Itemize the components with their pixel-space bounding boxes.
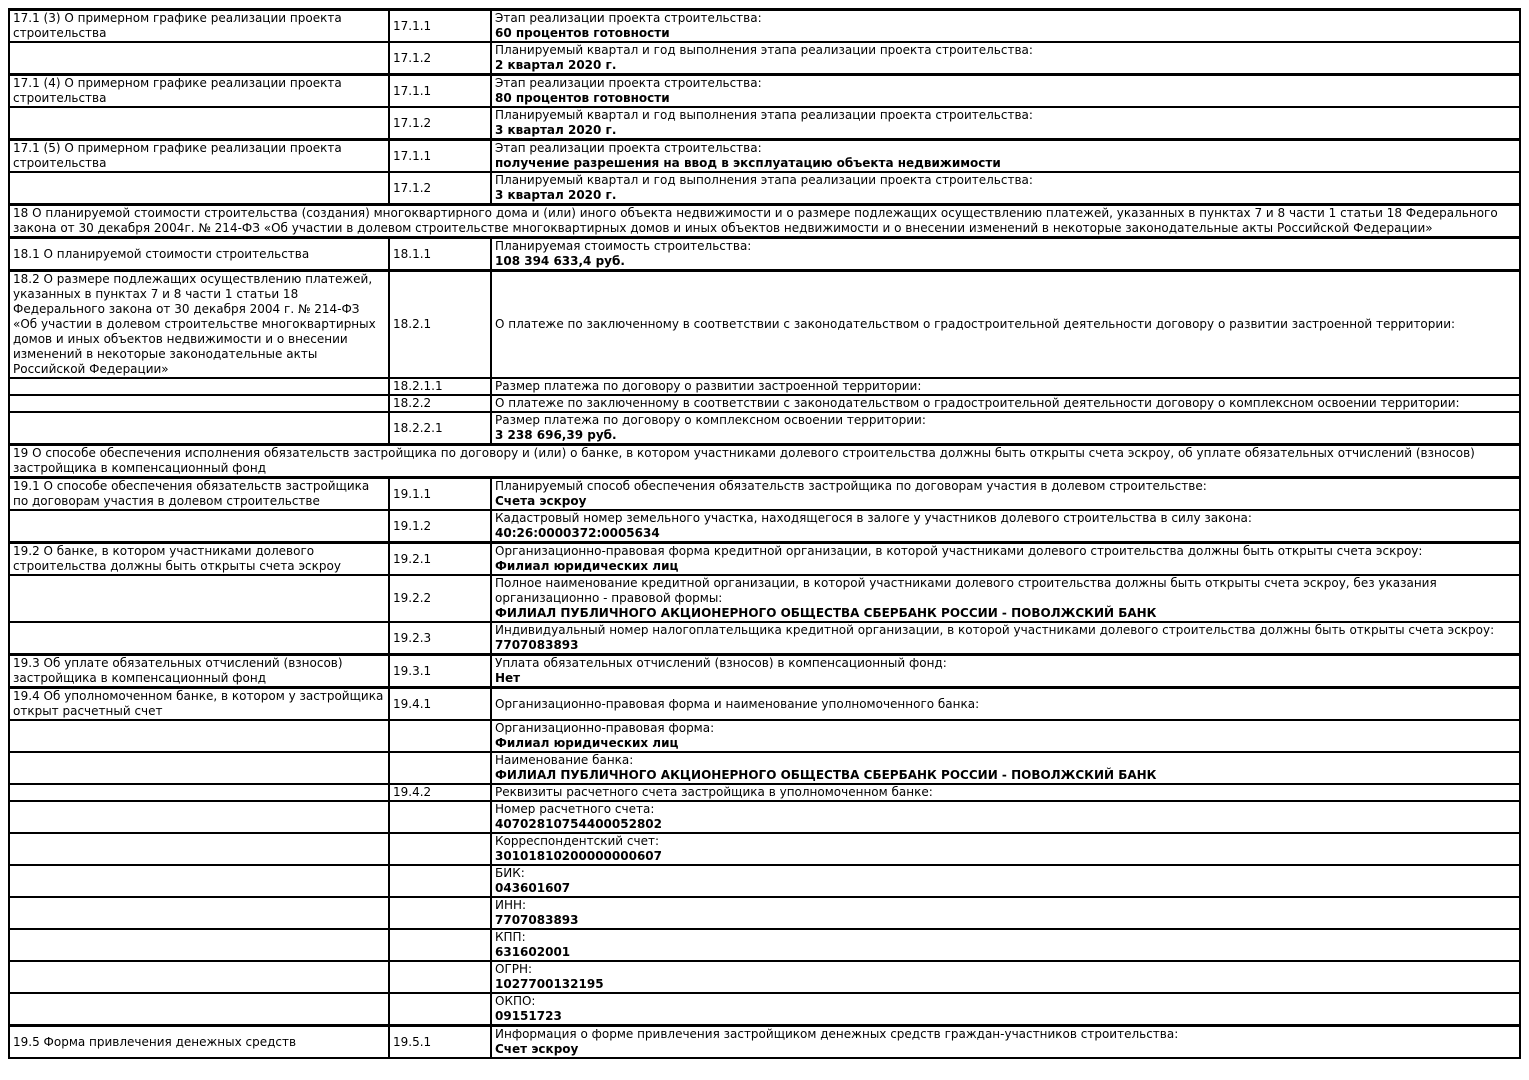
row-content <box>491 688 1520 721</box>
field-value: 3 квартал 2020 г. <box>495 188 617 202</box>
field-value: 09151723 <box>495 1009 562 1023</box>
table-row <box>9 784 1520 801</box>
row-description: 17.1 (5) О примерном графике реализации проекта строительства <box>9 140 389 173</box>
field-label: Этап реализации проекта строительства: <box>495 141 762 155</box>
table-row <box>9 543 1520 576</box>
row-item-number: 19.2.1 <box>389 543 491 576</box>
row-description <box>9 42 389 75</box>
field-label: Планируемый квартал и год выполнения этапа реализации проекта строительства: <box>495 43 1033 57</box>
table-row <box>9 478 1520 511</box>
field-value: 7707083893 <box>495 638 579 652</box>
row-content <box>491 238 1520 271</box>
table-row <box>9 655 1520 688</box>
row-content <box>491 655 1520 688</box>
table-row <box>9 1026 1520 1059</box>
table-row <box>9 271 1520 379</box>
row-content <box>491 993 1520 1026</box>
row-item-number <box>389 865 491 897</box>
row-description <box>9 833 389 865</box>
field-label: Планируемая стоимость строительства: <box>495 239 752 253</box>
field-label: БИК: <box>495 866 525 880</box>
row-content <box>491 172 1520 205</box>
field-label: Корреспондентский счет: <box>495 834 659 848</box>
row-item-number: 19.5.1 <box>389 1026 491 1059</box>
field-label: Организационно-правовая форма кредитной организации, в которой участниками долевого строительства должны быть открыты счета эскроу: <box>495 544 1423 558</box>
row-content <box>491 865 1520 897</box>
field-value: 3 238 696,39 руб. <box>495 428 617 442</box>
row-item-number <box>389 993 491 1026</box>
declaration-table-body <box>9 10 1520 1059</box>
table-row <box>9 961 1520 993</box>
table-row <box>9 752 1520 784</box>
row-item-number: 17.1.2 <box>389 42 491 75</box>
table-row <box>9 378 1520 395</box>
row-content <box>491 784 1520 801</box>
field-value: Нет <box>495 671 521 685</box>
table-row <box>9 575 1520 622</box>
field-value: 108 394 633,4 руб. <box>495 254 625 268</box>
row-content <box>491 961 1520 993</box>
field-label: Полное наименование кредитной организации, в которой участниками долевого строительства должны быть открыты счета эскроу, без указания организационно - правовой формы: <box>495 576 1437 605</box>
row-description <box>9 784 389 801</box>
row-content <box>491 801 1520 833</box>
section-header-row <box>9 445 1520 478</box>
field-label: Этап реализации проекта строительства: <box>495 76 762 90</box>
row-item-number: 19.4.1 <box>389 688 491 721</box>
table-row <box>9 412 1520 445</box>
field-label: Планируемый способ обеспечения обязательств застройщика по договорам участия в долевом строительстве: <box>495 479 1207 493</box>
field-label: Информация о форме привлечения застройщиком денежных средств граждан-участников строительства: <box>495 1027 1179 1041</box>
row-description: 17.1 (4) О примерном графике реализации проекта строительства <box>9 75 389 108</box>
field-label: Планируемый квартал и год выполнения этапа реализации проекта строительства: <box>495 173 1033 187</box>
row-content <box>491 543 1520 576</box>
field-value: 60 процентов готовности <box>495 26 670 40</box>
field-label: Наименование банка: <box>495 753 634 767</box>
row-item-number: 18.2.2 <box>389 395 491 412</box>
row-description: 19.1 О способе обеспечения обязательств застройщика по договорам участия в долевом строительстве <box>9 478 389 511</box>
table-row <box>9 688 1520 721</box>
field-label: Номер расчетного счета: <box>495 802 655 816</box>
field-label: Индивидуальный номер налогоплательщика кредитной организации, в которой участниками долевого строительства должны быть открыты счета эскроу: <box>495 623 1495 637</box>
row-content <box>491 378 1520 395</box>
table-row <box>9 720 1520 752</box>
row-item-number: 19.1.1 <box>389 478 491 511</box>
field-label: ОКПО: <box>495 994 536 1008</box>
row-item-number: 18.2.1 <box>389 271 491 379</box>
field-value: 30101810200000000607 <box>495 849 662 863</box>
row-content <box>491 510 1520 543</box>
row-description <box>9 107 389 140</box>
row-item-number <box>389 752 491 784</box>
table-row <box>9 140 1520 173</box>
table-row <box>9 75 1520 108</box>
row-item-number <box>389 833 491 865</box>
field-value: 3 квартал 2020 г. <box>495 123 617 137</box>
row-description: 18.1 О планируемой стоимости строительства <box>9 238 389 271</box>
row-content <box>491 107 1520 140</box>
field-label: Кадастровый номер земельного участка, находящегося в залоге у участников долевого строительства в силу закона: <box>495 511 1252 525</box>
field-value: Филиал юридических лиц <box>495 559 679 573</box>
section-header: 18 О планируемой стоимости строительства (создания) многоквартирного дома и (или) иного объекта недвижимости и о размере подлежащих осуществлению платежей, указанных в пунктах 7 и 8 части 1 статьи 18 Федерального закона от 30 декабря 2004г. № 214-ФЗ «Об участии в долевом строительстве многоквартирных домов и иных объектов недвижимости и о внесении изменений в некоторые законодательные акты Российской Федерации» <box>9 205 1520 238</box>
row-item-number: 17.1.1 <box>389 140 491 173</box>
field-label: ОГРН: <box>495 962 533 976</box>
row-content <box>491 833 1520 865</box>
row-item-number: 19.3.1 <box>389 655 491 688</box>
field-label: КПП: <box>495 930 526 944</box>
row-content <box>491 897 1520 929</box>
field-value: Филиал юридических лиц <box>495 736 679 750</box>
section-header-row <box>9 205 1520 238</box>
section-header: 19 О способе обеспечения исполнения обязательств застройщика по договору и (или) о банке, в котором участниками долевого строительства должны быть открыты счета эскроу, об уплате обязательных отчислений (взносов) застройщика в компенсационный фонд <box>9 445 1520 478</box>
row-description <box>9 897 389 929</box>
table-row <box>9 865 1520 897</box>
row-description: 19.2 О банке, в котором участниками долевого строительства должны быть открыты счета эскроу <box>9 543 389 576</box>
row-description <box>9 172 389 205</box>
row-content <box>491 929 1520 961</box>
field-label: Размер платежа по договору о комплексном освоении территории: <box>495 413 926 427</box>
row-description <box>9 412 389 445</box>
row-content <box>491 75 1520 108</box>
row-content <box>491 720 1520 752</box>
row-description <box>9 622 389 655</box>
row-item-number <box>389 801 491 833</box>
field-label: О платеже по заключенному в соответствии с законодательством о градостроительной деятельности договору о развитии застроенной территории: <box>495 317 1456 331</box>
field-value: 40:26:0000372:0005634 <box>495 526 660 540</box>
field-label: Организационно-правовая форма: <box>495 721 715 735</box>
row-content <box>491 1026 1520 1059</box>
table-row <box>9 395 1520 412</box>
row-item-number: 18.2.2.1 <box>389 412 491 445</box>
row-content <box>491 622 1520 655</box>
row-description <box>9 929 389 961</box>
table-row <box>9 172 1520 205</box>
field-value: 7707083893 <box>495 913 579 927</box>
table-row <box>9 238 1520 271</box>
field-label: Размер платежа по договору о развитии застроенной территории: <box>495 379 922 393</box>
table-row <box>9 929 1520 961</box>
declaration-table <box>8 8 1521 1059</box>
field-value: ФИЛИАЛ ПУБЛИЧНОГО АКЦИОНЕРНОГО ОБЩЕСТВА СБЕРБАНК РОССИИ - ПОВОЛЖСКИЙ БАНК <box>495 768 1157 782</box>
row-content <box>491 752 1520 784</box>
table-row <box>9 801 1520 833</box>
row-description <box>9 510 389 543</box>
field-value: 043601607 <box>495 881 571 895</box>
row-item-number: 18.2.1.1 <box>389 378 491 395</box>
row-item-number: 17.1.2 <box>389 172 491 205</box>
field-value: получение разрешения на ввод в эксплуатацию объекта недвижимости <box>495 156 1001 170</box>
row-content <box>491 395 1520 412</box>
row-item-number <box>389 929 491 961</box>
row-description <box>9 395 389 412</box>
field-label: Планируемый квартал и год выполнения этапа реализации проекта строительства: <box>495 108 1033 122</box>
table-row <box>9 993 1520 1026</box>
field-value: Счет эскроу <box>495 1042 579 1056</box>
row-content <box>491 42 1520 75</box>
field-value: Счета эскроу <box>495 494 587 508</box>
row-description <box>9 961 389 993</box>
row-item-number: 19.1.2 <box>389 510 491 543</box>
row-description: 17.1 (3) О примерном графике реализации проекта строительства <box>9 10 389 43</box>
row-description <box>9 378 389 395</box>
field-value: 1027700132195 <box>495 977 604 991</box>
row-description <box>9 720 389 752</box>
field-label: Реквизиты расчетного счета застройщика в уполномоченном банке: <box>495 785 933 799</box>
row-description: 18.2 О размере подлежащих осуществлению платежей, указанных в пунктах 7 и 8 части 1 статьи 18 Федерального закона от 30 декабря 2004 г. № 214-ФЗ «Об участии в долевом строительстве многоквартирных домов и иных объектов недвижимости и о внесении изменений в некоторые законодательные акты Российской Федерации» <box>9 271 389 379</box>
row-item-number: 19.2.3 <box>389 622 491 655</box>
row-item-number <box>389 897 491 929</box>
field-value: 2 квартал 2020 г. <box>495 58 617 72</box>
row-description: 19.5 Форма привлечения денежных средств <box>9 1026 389 1059</box>
row-description <box>9 993 389 1026</box>
field-value: 631602001 <box>495 945 571 959</box>
row-content <box>491 140 1520 173</box>
row-item-number: 17.1.1 <box>389 75 491 108</box>
row-content <box>491 271 1520 379</box>
table-row <box>9 833 1520 865</box>
row-content <box>491 478 1520 511</box>
field-value: 40702810754400052802 <box>495 817 662 831</box>
row-content <box>491 10 1520 43</box>
field-value: ФИЛИАЛ ПУБЛИЧНОГО АКЦИОНЕРНОГО ОБЩЕСТВА СБЕРБАНК РОССИИ - ПОВОЛЖСКИЙ БАНК <box>495 606 1157 620</box>
row-item-number: 19.2.2 <box>389 575 491 622</box>
table-row <box>9 107 1520 140</box>
field-label: Этап реализации проекта строительства: <box>495 11 762 25</box>
row-content <box>491 575 1520 622</box>
row-item-number: 18.1.1 <box>389 238 491 271</box>
field-value: 80 процентов готовности <box>495 91 670 105</box>
row-description: 19.3 Об уплате обязательных отчислений (взносов) застройщика в компенсационный фонд <box>9 655 389 688</box>
field-label: ИНН: <box>495 898 527 912</box>
table-row <box>9 622 1520 655</box>
table-row <box>9 42 1520 75</box>
field-label: Уплата обязательных отчислений (взносов) в компенсационный фонд: <box>495 656 947 670</box>
row-item-number <box>389 720 491 752</box>
row-content <box>491 412 1520 445</box>
row-description: 19.4 Об уполномоченном банке, в котором у застройщика открыт расчетный счет <box>9 688 389 721</box>
field-label: О платеже по заключенному в соответствии с законодательством о градостроительной деятельности договору о комплексном освоении территории: <box>495 396 1460 410</box>
row-item-number <box>389 961 491 993</box>
field-label: Организационно-правовая форма и наименование уполномоченного банка: <box>495 696 980 711</box>
table-row <box>9 897 1520 929</box>
row-description <box>9 752 389 784</box>
row-description <box>9 865 389 897</box>
row-item-number: 17.1.2 <box>389 107 491 140</box>
row-item-number: 19.4.2 <box>389 784 491 801</box>
table-row <box>9 510 1520 543</box>
table-row <box>9 10 1520 43</box>
row-description <box>9 575 389 622</box>
row-item-number: 17.1.1 <box>389 10 491 43</box>
row-description <box>9 801 389 833</box>
